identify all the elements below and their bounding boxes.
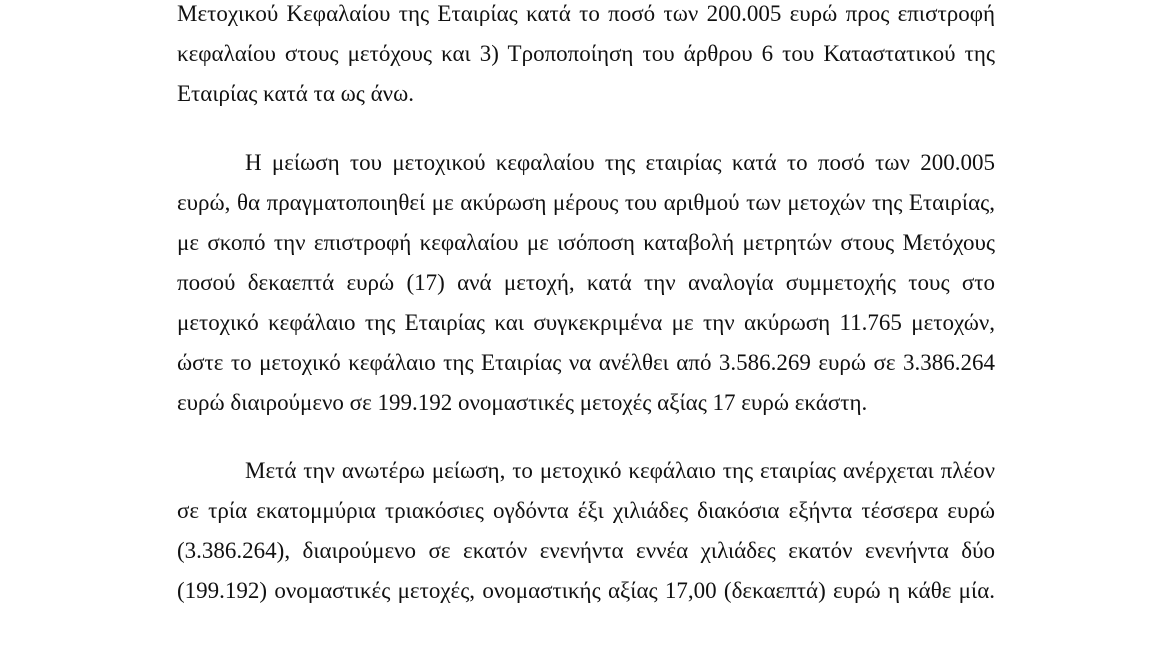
paragraph-line: ευρώ, θα πραγματοποιηθεί με ακύρωση μέρους του αριθμού των μετοχών της Εταιρίας, [177, 190, 995, 215]
paragraph-line: Η μείωση του μετοχικού κεφαλαίου της εταιρίας κατά το ποσό των 200.005 [245, 150, 995, 175]
paragraph-line: ώστε το μετοχικό κεφάλαιο της Εταιρίας να ανέλθει από 3.586.269 ευρώ σε 3.386.264 [177, 350, 995, 375]
paragraph-line: Εταιρίας κατά τα ως άνω. [177, 81, 414, 106]
paragraph-line: μετοχικό κεφάλαιο της Εταιρίας και συγκεκριμένα με την ακύρωση 11.765 μετοχών, [177, 310, 995, 335]
paragraph-line: (199.192) ονομαστικές μετοχές, ονομαστικής αξίας 17,00 (δεκαεπτά) ευρώ η κάθε μία. [177, 578, 995, 603]
paragraph-line: ποσού δεκαεπτά ευρώ (17) ανά μετοχή, κατά την αναλογία συμμετοχής τους στο [177, 270, 995, 295]
paragraph-line: κεφαλαίου στους μετόχους και 3) Τροποποίηση του άρθρου 6 του Καταστατικού της [177, 41, 995, 66]
paragraph-line: με σκοπό την επιστροφή κεφαλαίου με ισόποση καταβολή μετρητών στους Μετόχους [177, 230, 995, 255]
paragraph-line: Μετά την ανωτέρω μείωση, το μετοχικό κεφάλαιο της εταιρίας ανέρχεται πλέον [245, 458, 995, 483]
paragraph-line: (3.386.264), διαιρούμενο σε εκατόν ενενήντα εννέα χιλιάδες εκατόν ενενήντα δύο [177, 538, 995, 563]
paragraph-line: Μετοχικού Κεφαλαίου της Εταιρίας κατά το ποσό των 200.005 ευρώ προς επιστροφή [177, 1, 995, 26]
paragraph-line: σε τρία εκατομμύρια τριακόσιες ογδόντα έξι χιλιάδες διακόσια εξήντα τέσσερα ευρώ [177, 498, 995, 523]
paragraph-line: ευρώ διαιρούμενο σε 199.192 ονομαστικές μετοχές αξίας 17 ευρώ εκάστη. [177, 390, 868, 415]
